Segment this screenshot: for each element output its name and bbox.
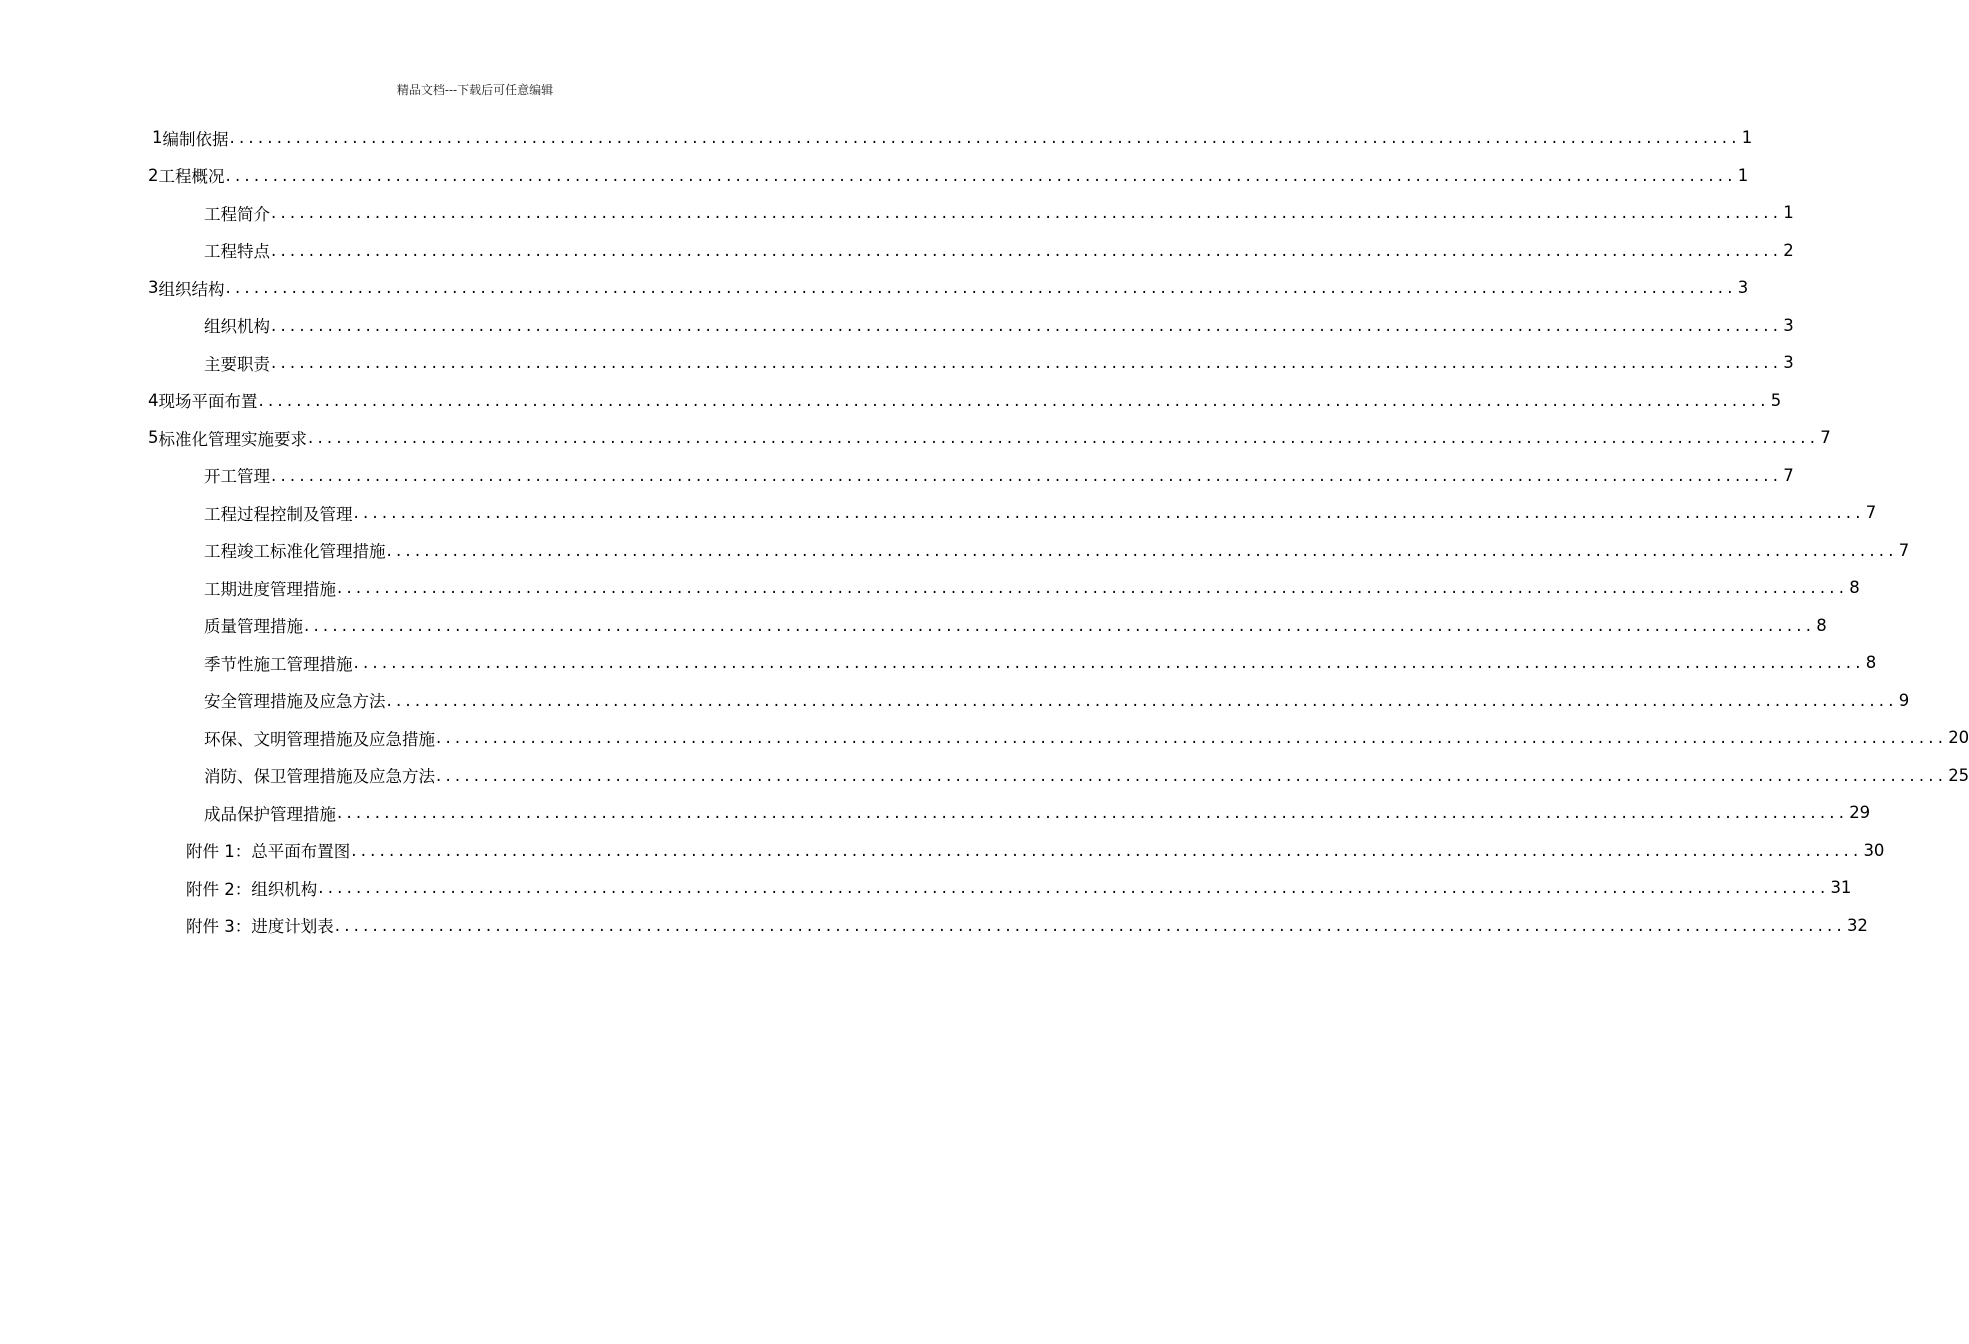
- toc-entry[interactable]: [148, 269, 1749, 306]
- toc-entry[interactable]: [204, 532, 1910, 569]
- toc-entry-title: 质量管理措施: [204, 617, 303, 636]
- toc-entry-page-number: 3: [1783, 353, 1794, 372]
- toc-entry-number: 5: [148, 428, 159, 447]
- toc-entry-page-number: 7: [1865, 503, 1877, 522]
- toc-entry-page-number: 20: [1948, 728, 1969, 747]
- toc-dot-leader: ................................................................................................................................................................: [271, 240, 1783, 260]
- toc-entry-number: 2: [148, 165, 159, 185]
- toc-entry[interactable]: [204, 307, 1794, 344]
- toc-entry-page-number: 8: [1816, 615, 1827, 635]
- toc-entry-page-number: 1: [1737, 165, 1749, 185]
- toc-entry-page-number: 30: [1863, 840, 1885, 860]
- toc-entry-page-number: 5: [1770, 390, 1782, 410]
- toc-entry[interactable]: [204, 757, 1969, 794]
- toc-entry-title: 工程概况: [158, 167, 225, 186]
- toc-entry-number: 3: [148, 278, 159, 297]
- toc-entry-title: 季节性施工管理措施: [204, 654, 353, 674]
- toc-entry-page-number: 9: [1898, 690, 1910, 710]
- toc-entry-page-number: 32: [1846, 915, 1868, 935]
- toc-entry-page-number: 25: [1948, 765, 1969, 785]
- toc-entry[interactable]: [204, 569, 1860, 606]
- toc-entry-title: 主要职责: [204, 354, 270, 374]
- toc-entry[interactable]: [204, 682, 1910, 719]
- toc-dot-leader: ................................................................................................................................................................: [436, 765, 1948, 785]
- toc-entry-title: 工程过程控制及管理: [204, 504, 353, 524]
- toc-entry[interactable]: [204, 344, 1794, 381]
- toc-entry[interactable]: [204, 232, 1794, 269]
- toc-entry-title: 附件 1：总平面布置图: [186, 842, 351, 861]
- toc-dot-leader: ................................................................................................................................................................: [304, 615, 1816, 635]
- toc-entry-page-number: 3: [1737, 278, 1749, 297]
- toc-entry-page-number: 7: [1783, 465, 1794, 485]
- toc-entry-title: 成品保护管理措施: [204, 804, 336, 824]
- toc-entry[interactable]: [186, 907, 1868, 944]
- toc-dot-leader: ................................................................................................................................................................: [225, 165, 1737, 185]
- toc-entry[interactable]: [148, 419, 1831, 456]
- toc-entry-title: 组织结构: [158, 279, 225, 299]
- toc-entry-title: 附件 3：进度计划表: [186, 917, 334, 936]
- toc-entry-number: 1: [152, 128, 163, 147]
- toc-entry-title: 标准化管理实施要求: [158, 429, 307, 449]
- toc-entry-page-number: 1: [1741, 128, 1753, 147]
- toc-entry[interactable]: [204, 494, 1877, 531]
- toc-entry[interactable]: [148, 157, 1749, 194]
- toc-dot-leader: ................................................................................................................................................................: [337, 803, 1849, 822]
- toc-entry-title: 现场平面布置: [158, 392, 258, 411]
- toc-dot-leader: ................................................................................................................................................................: [334, 915, 1846, 935]
- toc-entry-title: 工期进度管理措施: [204, 579, 336, 599]
- toc-entry-title: 消防、保卫管理措施及应急方法: [204, 767, 435, 786]
- toc-dot-leader: ................................................................................................................................................................: [351, 840, 1863, 860]
- toc-entry[interactable]: [186, 869, 1852, 906]
- toc-entry[interactable]: [148, 382, 1782, 419]
- toc-entry-title: 工程简介: [204, 204, 270, 224]
- toc-dot-leader: ................................................................................................................................................................: [353, 653, 1865, 672]
- toc-dot-leader: ................................................................................................................................................................: [436, 728, 1948, 747]
- toc-entry-title: 工程竣工标准化管理措施: [204, 542, 386, 561]
- toc-dot-leader: ................................................................................................................................................................: [258, 390, 1770, 410]
- toc-entry[interactable]: [204, 644, 1877, 681]
- toc-dot-leader: ................................................................................................................................................................: [271, 315, 1783, 335]
- page-header: 精品文档---下载后可任意编辑: [396, 83, 554, 97]
- toc-entry[interactable]: [204, 719, 1969, 756]
- toc-dot-leader: ................................................................................................................................................................: [229, 128, 1741, 147]
- toc-entry-title: 编制依据: [162, 129, 229, 149]
- toc-entry-page-number: 3: [1783, 315, 1794, 335]
- toc-entry[interactable]: [204, 794, 1871, 831]
- toc-entry-number: 4: [148, 390, 159, 410]
- toc-entry-title: 附件 2：组织机构: [186, 879, 318, 899]
- toc-dot-leader: ................................................................................................................................................................: [386, 690, 1898, 710]
- toc-dot-leader: ................................................................................................................................................................: [337, 578, 1849, 597]
- toc-dot-leader: ................................................................................................................................................................: [271, 353, 1783, 372]
- toc-entry-page-number: 7: [1898, 540, 1910, 560]
- toc-dot-leader: ................................................................................................................................................................: [271, 465, 1783, 485]
- toc-entry[interactable]: [204, 607, 1827, 644]
- toc-entry-page-number: 7: [1820, 428, 1831, 447]
- toc-dot-leader: ................................................................................................................................................................: [308, 428, 1820, 447]
- toc-entry[interactable]: [186, 832, 1885, 869]
- toc-entry-title: 环保、文明管理措施及应急措施: [204, 729, 435, 749]
- toc-entry-page-number: 8: [1849, 578, 1860, 597]
- toc-entry-title: 工程特点: [204, 242, 270, 261]
- toc-entry-page-number: 31: [1830, 878, 1852, 897]
- toc-dot-leader: ................................................................................................................................................................: [386, 540, 1898, 560]
- toc-entry-title: 安全管理措施及应急方法: [204, 692, 386, 711]
- toc-dot-leader: ................................................................................................................................................................: [318, 878, 1830, 897]
- toc-entry-page-number: 2: [1783, 240, 1794, 260]
- toc-dot-leader: ................................................................................................................................................................: [225, 278, 1737, 297]
- toc-entry[interactable]: [204, 194, 1794, 231]
- toc-dot-leader: ................................................................................................................................................................: [271, 203, 1783, 222]
- toc-entry-page-number: 29: [1849, 803, 1871, 822]
- toc-dot-leader: ................................................................................................................................................................: [353, 503, 1865, 522]
- toc-entry-title: 组织机构: [204, 317, 270, 336]
- toc-entry-page-number: 1: [1783, 203, 1794, 222]
- toc-entry-page-number: 8: [1865, 653, 1877, 672]
- toc-entry[interactable]: [204, 457, 1794, 494]
- toc-entry-title: 开工管理: [204, 467, 270, 486]
- toc-entry[interactable]: [148, 119, 1753, 156]
